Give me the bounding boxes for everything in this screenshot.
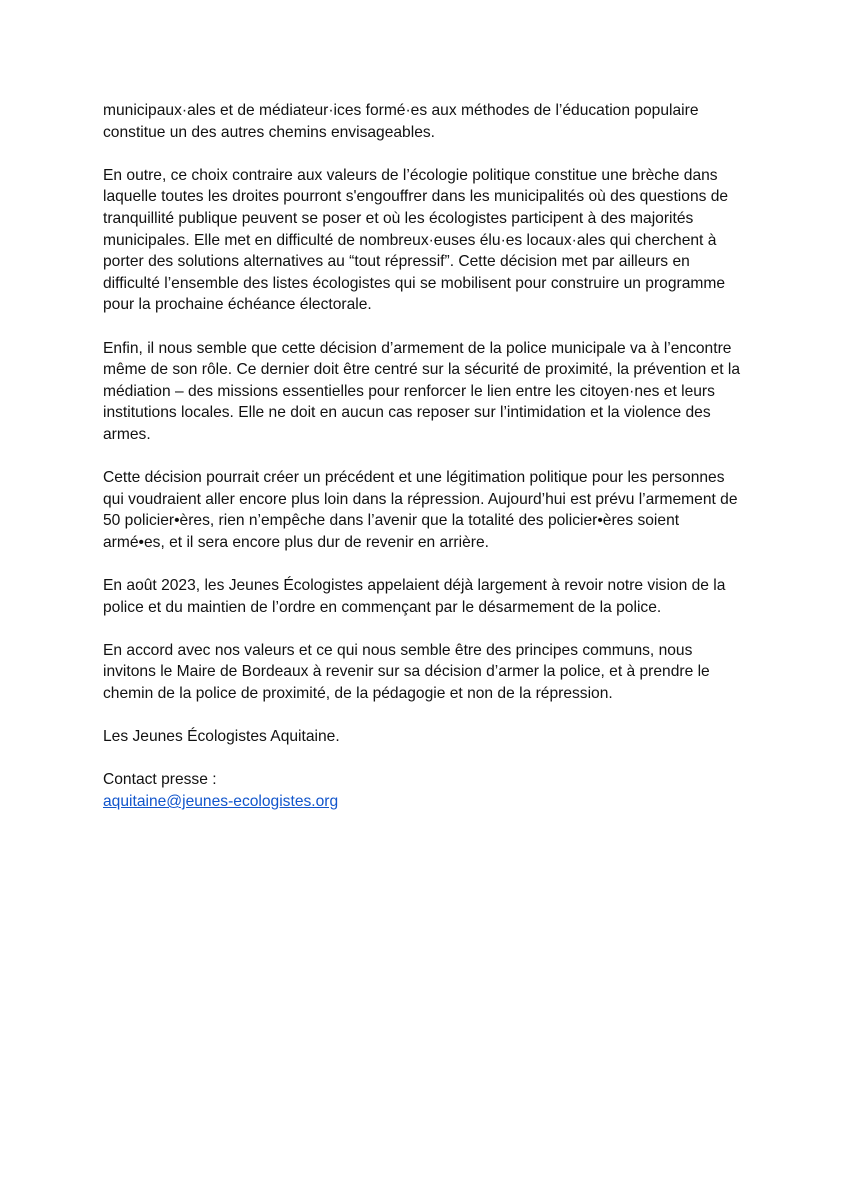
- paragraph-1: municipaux·ales et de médiateur·ices formé·es aux méthodes de l’éducation populaire constitue un des autres chemins envisageables.: [103, 102, 699, 141]
- document-body: [103, 100, 753, 813]
- paragraph-4: Cette décision pourrait créer un précédent et une légitimation politique pour les personnes qui voudraient aller encore plus loin dans la répression. Aujourd’hui est prévu l’armement de 50 policier•ères, rien n’empêche dans l’avenir que la totalité des policier•ères soient armé•es, et il sera encore plus dur de revenir en arrière.: [103, 469, 738, 551]
- paragraph-3: Enfin, il nous semble que cette décision d’armement de la police municipale va à l’encontre même de son rôle. Ce dernier doit être centré sur la sécurité de proximité, la prévention et la médiation – des missions essentielles pour renforcer le lien entre les citoyen·nes et leurs institutions locales. Elle ne doit en aucun cas reposer sur l’intimidation et la violence des armes.: [103, 339, 741, 443]
- contact-email-link[interactable]: aquitaine@jeunes-ecologistes.org: [103, 793, 339, 810]
- paragraph-5: En août 2023, les Jeunes Écologistes appelaient déjà largement à revoir notre vision de la police et du maintien de l’ordre en commençant par le désarmement de la police.: [103, 577, 726, 616]
- paragraph-2: En outre, ce choix contraire aux valeurs de l’écologie politique constitue une brèche dans laquelle toutes les droites pourront s'engouffrer dans les municipalités où des questions de tranquillité publique peuvent se poser et où les écologistes participent à des majorités municipales. Elle met en difficulté de nombreux·euses élu·es locaux·ales qui cherchent à porter des solutions alternatives au “tout répressif”. Cette décision met par ailleurs en difficulté l’ensemble des listes écologistes qui se mobilisent pour construire un programme pour la prochaine échéance électorale.: [103, 166, 729, 314]
- signature: Les Jeunes Écologistes Aquitaine.: [103, 728, 340, 746]
- press-contact: [103, 769, 753, 812]
- contact-label: Contact presse :: [103, 771, 217, 789]
- paragraph-6: En accord avec nos valeurs et ce qui nous semble être des principes communs, nous invitons le Maire de Bordeaux à revenir sur sa décision d’armer la police, et à prendre le chemin de la police de proximité, de la pédagogie et non de la répression.: [103, 641, 710, 703]
